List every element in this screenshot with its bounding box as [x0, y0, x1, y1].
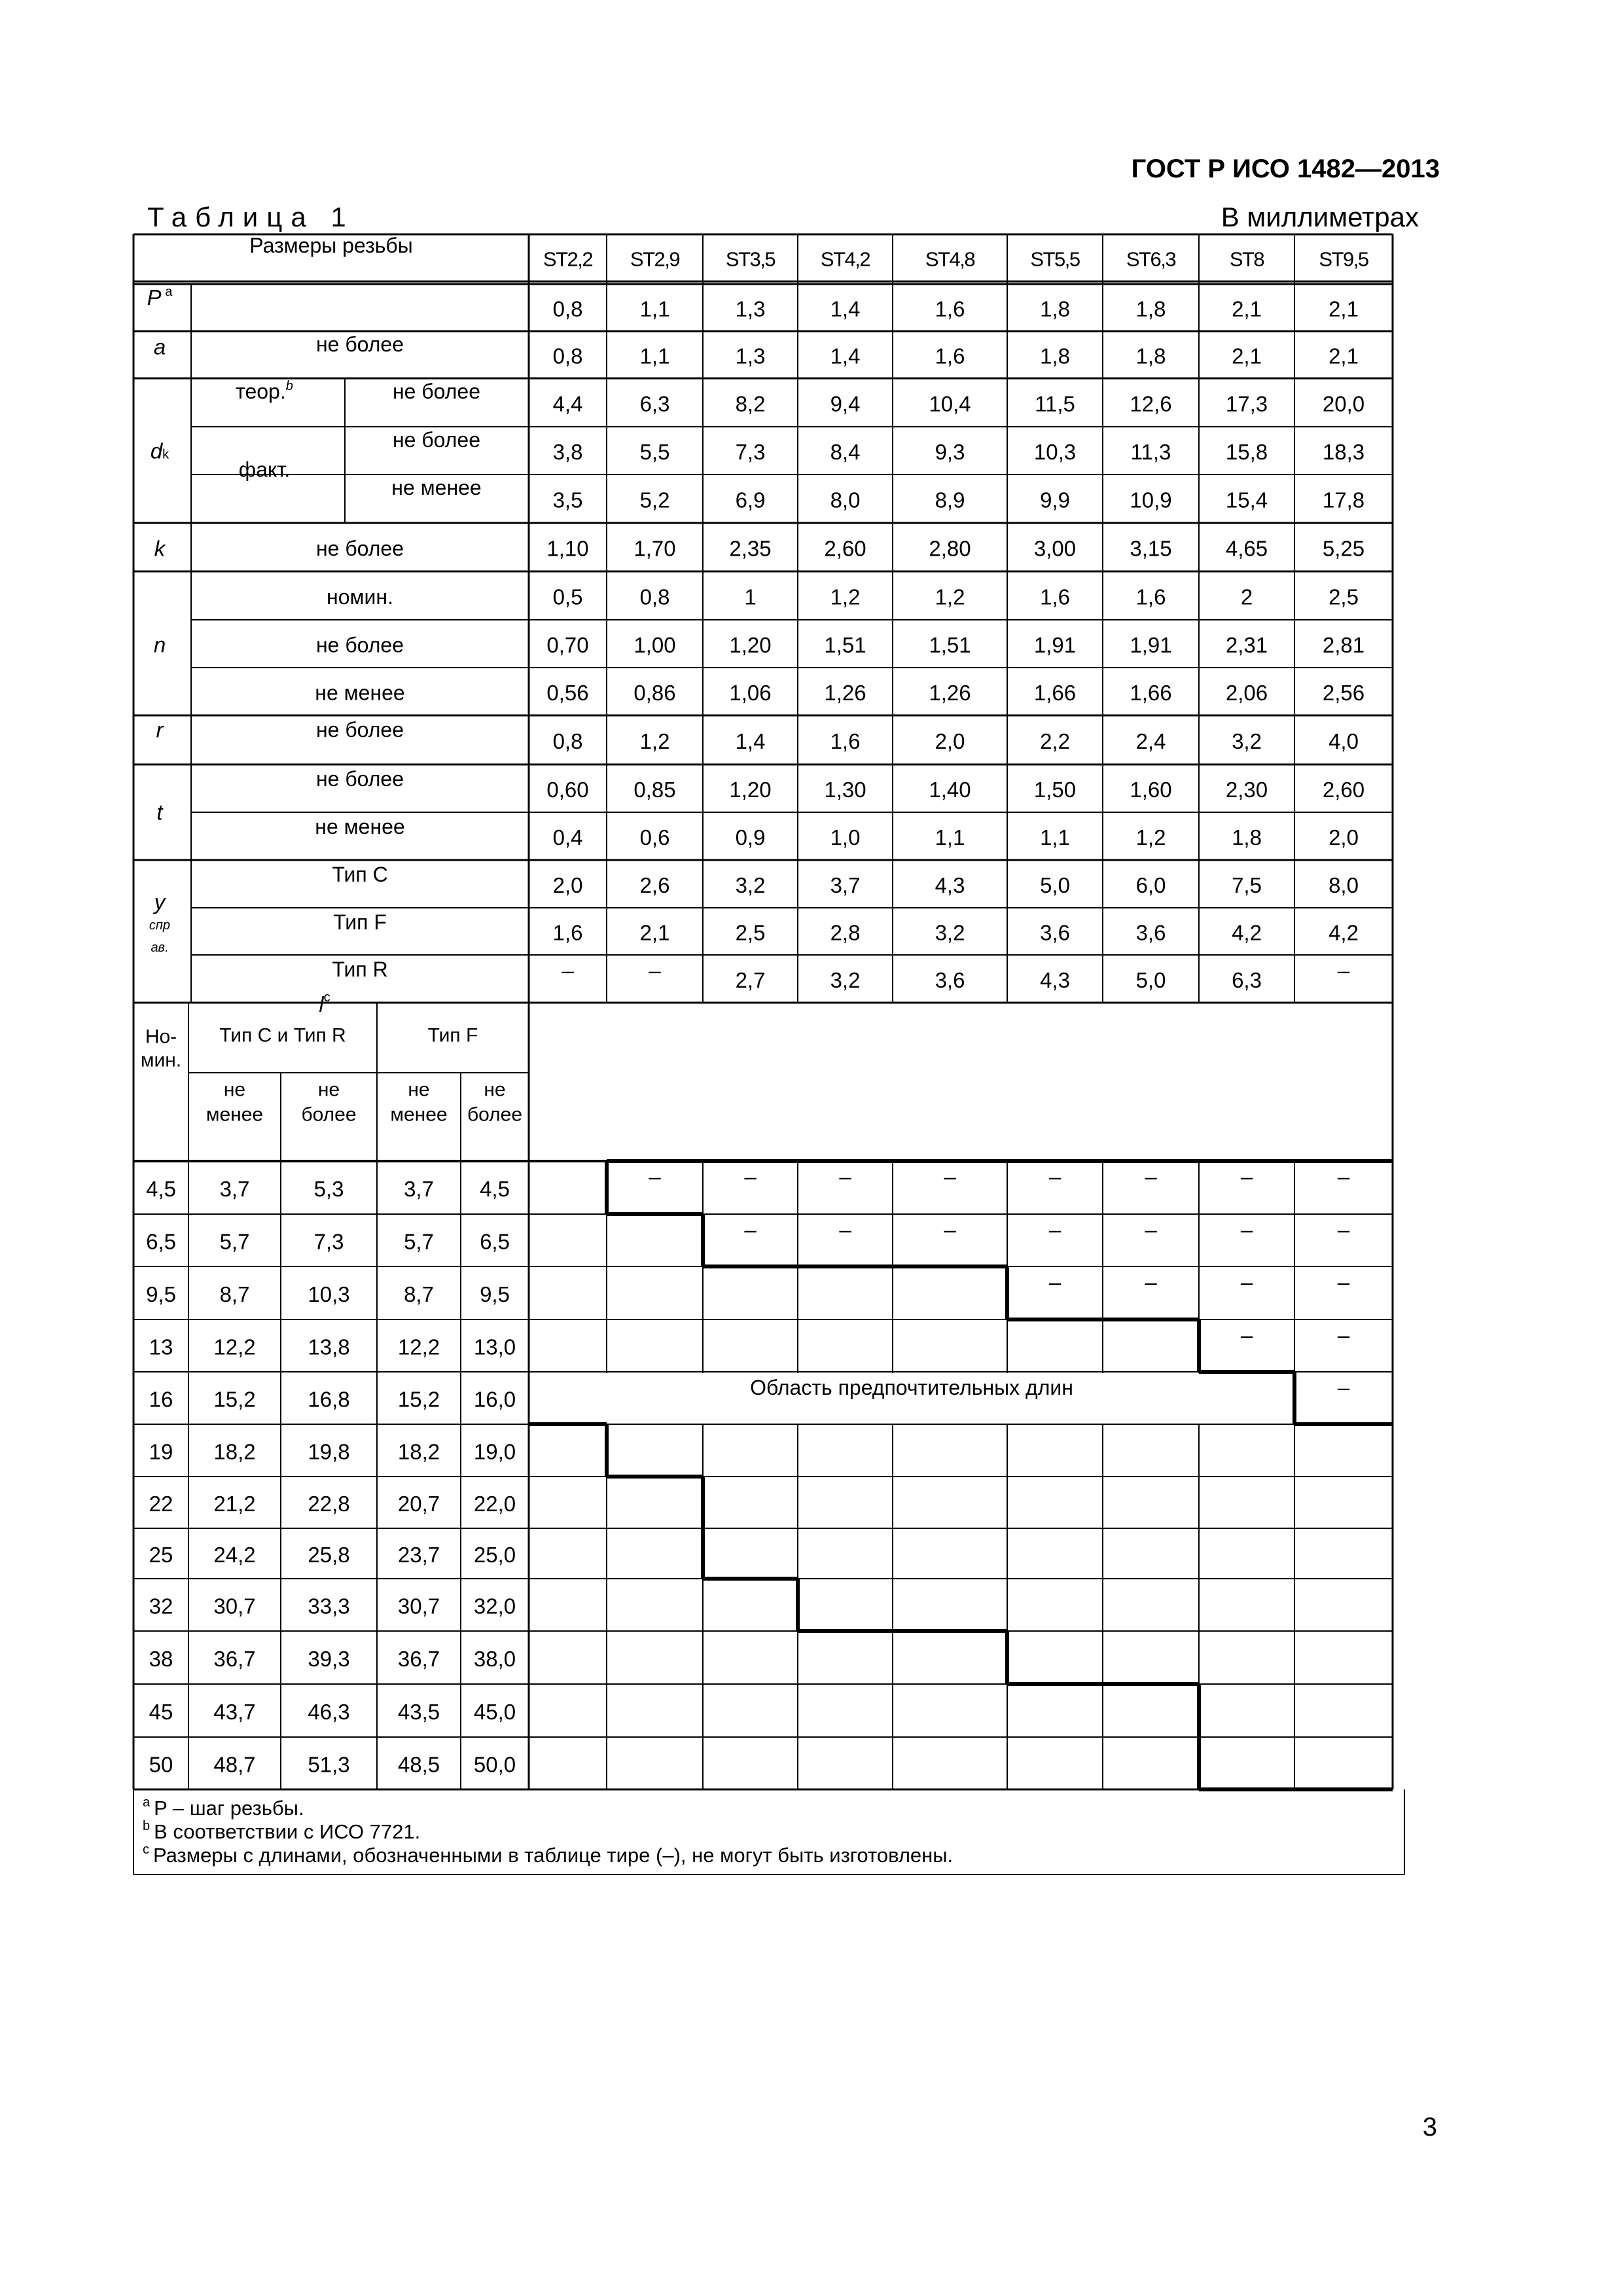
dash-not-available: –	[1048, 1270, 1061, 1295]
length-value: 16	[149, 1387, 173, 1412]
value-n-nom: 1	[744, 584, 757, 609]
value-t-max: 1,20	[729, 778, 772, 802]
length-value: 32,0	[473, 1594, 516, 1619]
dash-not-available: –	[1145, 1270, 1157, 1295]
value-dk-theor-max: 9,4	[830, 391, 861, 416]
value-P: 1,1	[639, 296, 670, 321]
length-value: 32	[149, 1594, 173, 1619]
dash-not-available: –	[649, 1164, 661, 1189]
label-type-f: Тип F	[427, 1024, 478, 1047]
value-r-max: 1,6	[830, 729, 861, 753]
thread-size-header: ST6,3	[1126, 247, 1176, 271]
length-value: 39,3	[308, 1647, 350, 1671]
value-k-max: 1,70	[633, 536, 676, 561]
label-max: не	[484, 1079, 506, 1101]
length-value: 9,5	[146, 1282, 176, 1306]
length-value: 16,0	[473, 1387, 516, 1412]
dash-not-available: –	[1337, 1270, 1350, 1295]
value-n-max: 1,51	[824, 633, 866, 657]
value-y-c: 6,0	[1135, 873, 1166, 897]
value-n-nom: 1,2	[935, 584, 965, 609]
value-n-min: 0,86	[633, 681, 676, 705]
value-y-c: 3,7	[830, 873, 861, 897]
value-t-max: 0,85	[633, 778, 676, 802]
value-n-nom: 2,5	[1329, 584, 1359, 609]
value-n-nom: 1,6	[1135, 584, 1166, 609]
value-a: 1,8	[1135, 344, 1166, 368]
dash-not-available: –	[944, 1164, 956, 1189]
thread-size-header: ST9,5	[1319, 247, 1368, 271]
dimensions-table	[134, 234, 1419, 1867]
value-n-min: 0,56	[546, 681, 589, 705]
label-nominal: номин.	[327, 585, 393, 609]
label-type-c-and-r: Тип C и Тип R	[219, 1024, 346, 1047]
value-k-max: 4,65	[1225, 536, 1268, 561]
value-dk-theor-max: 17,3	[1225, 391, 1268, 416]
footnote	[143, 1842, 953, 1867]
length-value: 25,0	[473, 1543, 516, 1567]
value-t-min: 0,9	[735, 825, 766, 850]
length-value: 51,3	[308, 1752, 350, 1777]
value-t-min: 2,0	[1329, 825, 1359, 850]
label-min: не менее	[315, 681, 405, 705]
length-value: 18,2	[397, 1439, 440, 1464]
value-dk-fact-min: 8,9	[935, 488, 965, 512]
dash-not-available: –	[1337, 1164, 1350, 1189]
label-min: менее	[205, 1103, 264, 1126]
symbol-n: n	[153, 632, 166, 657]
value-P: 1,6	[935, 296, 965, 321]
symbol-a: a	[153, 334, 166, 359]
label-type-f: Тип F	[333, 910, 387, 934]
value-a: 1,1	[639, 344, 670, 368]
label-type-c: Тип C	[332, 863, 388, 886]
value-dk-theor-max: 11,5	[1035, 391, 1075, 416]
dash-not-available: –	[1240, 1323, 1253, 1348]
value-y-c: 2,0	[552, 873, 583, 897]
length-value: 19,8	[308, 1439, 350, 1464]
value-a: 2,1	[1232, 344, 1262, 368]
value-dk-fact-min: 9,9	[1040, 488, 1070, 512]
preferred-lengths-label: Область предпочтительных длин	[750, 1376, 1073, 1399]
footnote-mark: b	[143, 1819, 151, 1833]
length-value: 20,7	[397, 1492, 440, 1516]
value-a: 1,4	[830, 344, 861, 368]
length-value: 5,7	[404, 1229, 434, 1254]
value-y-c: 2,6	[639, 873, 670, 897]
dash-not-available: –	[744, 1164, 757, 1189]
length-value: 23,7	[397, 1543, 440, 1567]
value-a: 1,8	[1040, 344, 1070, 368]
value-r-max: 1,4	[735, 729, 766, 753]
length-value: 6,5	[480, 1229, 510, 1254]
length-value: 22,8	[308, 1492, 350, 1516]
dash-not-available: –	[1240, 1217, 1253, 1242]
value-r-max: 2,0	[935, 729, 965, 753]
symbol-y: y	[154, 889, 166, 914]
value-dk-fact-max: 7,3	[735, 440, 766, 464]
value-dk-fact-max: 9,3	[935, 440, 965, 464]
footnote-text: P – шаг резьбы.	[154, 1796, 304, 1820]
value-y-f: 3,6	[1135, 920, 1166, 945]
label-max: не более	[315, 537, 404, 560]
symbol-k: k	[154, 536, 166, 561]
label-max: не более	[392, 428, 481, 452]
footnote	[143, 1819, 420, 1843]
value-t-max: 1,30	[824, 778, 866, 802]
label-max: не	[317, 1079, 340, 1101]
symbol-dk: dk	[150, 439, 169, 463]
label-min: менее	[390, 1103, 448, 1126]
value-dk-fact-max: 8,4	[830, 440, 861, 464]
label-actual: факт.	[238, 457, 291, 482]
footnote	[143, 1795, 304, 1820]
length-value: 5,7	[219, 1229, 250, 1254]
label-max: не более	[315, 332, 404, 356]
length-value: 10,3	[308, 1282, 350, 1306]
dash-not-available: –	[744, 1217, 757, 1242]
length-value: 48,5	[397, 1752, 440, 1777]
value-dk-fact-min: 17,8	[1322, 488, 1365, 512]
value-a: 1,6	[935, 344, 965, 368]
length-value: 15,2	[213, 1387, 256, 1412]
value-n-nom: 2	[1240, 584, 1253, 609]
value-a: 2,1	[1329, 344, 1359, 368]
value-n-min: 2,56	[1322, 681, 1365, 705]
length-value: 12,2	[213, 1335, 256, 1359]
value-n-max: 1,91	[1033, 633, 1077, 657]
value-k-max: 2,35	[729, 536, 772, 561]
value-n-nom: 1,6	[1040, 584, 1070, 609]
value-y-r: –	[562, 958, 574, 983]
length-value: 38,0	[473, 1647, 516, 1671]
length-value: 8,7	[219, 1282, 250, 1306]
footnote-text: В соответствии с ИСО 7721.	[154, 1820, 421, 1843]
value-t-min: 0,6	[639, 825, 670, 850]
value-y-f: 4,2	[1329, 920, 1359, 945]
value-P: 2,1	[1232, 296, 1262, 321]
symbol-P: P $^a$	[147, 285, 173, 310]
thread-size-header: ST2,9	[630, 247, 680, 271]
dash-not-available: –	[1337, 1323, 1350, 1348]
footnote-mark: c	[143, 1842, 149, 1857]
value-y-f: 4,2	[1232, 920, 1262, 945]
value-y-c: 8,0	[1329, 873, 1359, 897]
value-n-max: 1,51	[929, 633, 971, 657]
length-value: 3,7	[219, 1177, 250, 1201]
dash-not-available: –	[1145, 1164, 1157, 1189]
corner-label: Размеры резьбы	[249, 234, 413, 257]
length-value: 13	[149, 1335, 173, 1359]
value-dk-fact-max: 15,8	[1225, 440, 1268, 464]
dash-not-available: –	[1337, 1217, 1350, 1242]
value-P: 0,8	[552, 296, 583, 321]
length-value: 22,0	[473, 1492, 516, 1516]
value-k-max: 2,80	[929, 536, 971, 561]
value-n-min: 1,06	[729, 681, 772, 705]
value-y-r: 5,0	[1135, 968, 1166, 992]
length-value: 22	[149, 1492, 173, 1516]
value-n-max: 1,00	[633, 633, 676, 657]
value-n-max: 2,31	[1225, 633, 1268, 657]
value-t-min: 1,2	[1135, 825, 1166, 850]
thread-size-header: ST2,2	[543, 247, 593, 271]
length-value: 33,3	[308, 1594, 350, 1619]
label-max: более	[467, 1103, 523, 1126]
value-k-max: 1,10	[546, 536, 589, 561]
value-n-max: 2,81	[1322, 633, 1365, 657]
footnote-mark: a	[143, 1795, 151, 1810]
value-y-f: 3,6	[1040, 920, 1070, 945]
symbol-l: $l^c$	[319, 990, 330, 1016]
value-k-max: 2,60	[824, 536, 866, 561]
length-value: 45	[149, 1700, 173, 1724]
length-value: 43,7	[213, 1700, 256, 1724]
dash-not-available: –	[944, 1217, 956, 1242]
value-t-min: 1,8	[1232, 825, 1262, 850]
symbol-y-note: ав.	[151, 941, 169, 955]
length-value: 45,0	[473, 1700, 516, 1724]
value-n-min: 1,66	[1130, 681, 1172, 705]
value-dk-fact-min: 8,0	[830, 488, 861, 512]
value-y-f: 1,6	[552, 920, 583, 945]
value-dk-fact-max: 11,3	[1130, 440, 1171, 464]
value-a: 0,8	[552, 344, 583, 368]
thread-size-header: ST5,5	[1030, 247, 1080, 271]
label-min: не	[408, 1079, 430, 1101]
value-y-r: –	[1337, 958, 1350, 983]
value-dk-theor-max: 10,4	[929, 391, 971, 416]
value-dk-fact-min: 15,4	[1225, 488, 1268, 512]
value-y-r: 6,3	[1232, 968, 1262, 992]
value-dk-theor-max: 6,3	[639, 391, 670, 416]
value-P: 1,3	[735, 296, 766, 321]
page-number: 3	[1422, 2113, 1437, 2142]
value-dk-theor-max: 20,0	[1322, 391, 1365, 416]
length-value: 15,2	[397, 1387, 440, 1412]
label-max: не более	[315, 767, 404, 791]
length-value: 38	[149, 1647, 173, 1671]
dash-not-available: –	[839, 1217, 851, 1242]
dash-not-available: –	[1048, 1217, 1061, 1242]
length-value: 5,3	[313, 1177, 344, 1201]
label-max: не более	[315, 633, 404, 657]
label-max: не более	[392, 380, 481, 403]
value-dk-fact-min: 10,9	[1130, 488, 1172, 512]
value-y-r: –	[649, 958, 661, 983]
label-nominal-length: Но-	[145, 1026, 177, 1048]
value-y-c: 7,5	[1232, 873, 1262, 897]
length-value: 19,0	[473, 1439, 516, 1464]
length-value: 8,7	[404, 1282, 434, 1306]
units-note: В миллиметрах	[1221, 202, 1419, 232]
value-r-max: 0,8	[552, 729, 583, 753]
value-P: 1,4	[830, 296, 861, 321]
dash-not-available: –	[1240, 1164, 1253, 1189]
length-value: 43,5	[397, 1700, 440, 1724]
value-k-max: 3,15	[1130, 536, 1172, 561]
value-dk-fact-min: 5,2	[639, 488, 670, 512]
value-t-max: 1,60	[1130, 778, 1172, 802]
length-value: 19	[149, 1439, 173, 1464]
value-y-c: 5,0	[1040, 873, 1070, 897]
dash-not-available: –	[1337, 1375, 1350, 1400]
value-y-f: 2,8	[830, 920, 861, 945]
length-value: 4,5	[480, 1177, 510, 1201]
value-dk-fact-min: 6,9	[735, 488, 766, 512]
label-theoretical: теор.$^b$	[236, 379, 293, 403]
value-P: 2,1	[1329, 296, 1359, 321]
label-min: не менее	[391, 476, 482, 499]
value-n-min: 1,26	[824, 681, 866, 705]
thread-size-header: ST8	[1229, 247, 1264, 271]
value-n-max: 0,70	[546, 633, 589, 657]
value-n-max: 1,91	[1130, 633, 1172, 657]
length-value: 7,3	[313, 1229, 344, 1254]
length-value: 13,8	[308, 1335, 350, 1359]
length-value: 24,2	[213, 1543, 256, 1567]
value-y-r: 4,3	[1040, 968, 1070, 992]
value-r-max: 3,2	[1232, 729, 1262, 753]
value-y-c: 3,2	[735, 873, 766, 897]
length-value: 30,7	[213, 1594, 256, 1619]
length-value: 21,2	[213, 1492, 256, 1516]
value-dk-theor-max: 8,2	[735, 391, 766, 416]
length-value: 18,2	[213, 1439, 256, 1464]
thread-size-header: ST4,8	[925, 247, 975, 271]
value-dk-fact-max: 3,8	[552, 440, 583, 464]
length-value: 25,8	[308, 1543, 350, 1567]
length-value: 25	[149, 1543, 173, 1567]
dash-not-available: –	[1145, 1217, 1157, 1242]
value-n-min: 2,06	[1225, 681, 1268, 705]
dash-not-available: –	[1240, 1270, 1253, 1295]
dash-not-available: –	[839, 1164, 851, 1189]
length-value: 50,0	[473, 1752, 516, 1777]
label-nominal-length: мин.	[140, 1049, 182, 1071]
length-value: 50	[149, 1752, 173, 1777]
value-n-max: 1,20	[729, 633, 772, 657]
value-a: 1,3	[735, 344, 766, 368]
value-dk-fact-max: 10,3	[1033, 440, 1077, 464]
length-value: 13,0	[473, 1335, 516, 1359]
value-t-min: 0,4	[552, 825, 583, 850]
value-t-max: 0,60	[546, 778, 589, 802]
dash-not-available: –	[1048, 1164, 1061, 1189]
length-value: 12,2	[397, 1335, 440, 1359]
value-k-max: 3,00	[1033, 536, 1077, 561]
value-dk-theor-max: 12,6	[1130, 391, 1172, 416]
value-y-r: 3,2	[830, 968, 861, 992]
length-value: 36,7	[397, 1647, 440, 1671]
length-value: 4,5	[146, 1177, 176, 1201]
value-t-max: 2,60	[1322, 778, 1365, 802]
value-y-r: 3,6	[935, 968, 965, 992]
symbol-t: t	[156, 800, 163, 825]
value-t-max: 1,50	[1033, 778, 1077, 802]
value-dk-fact-min: 3,5	[552, 488, 583, 512]
value-dk-fact-max: 5,5	[639, 440, 670, 464]
length-value: 9,5	[480, 1282, 510, 1306]
thread-size-header: ST3,5	[725, 247, 776, 271]
value-y-f: 2,5	[735, 920, 766, 945]
value-r-max: 2,2	[1040, 729, 1070, 753]
table-title: Таблица 1	[147, 202, 355, 232]
length-value: 48,7	[213, 1752, 256, 1777]
value-n-min: 1,26	[929, 681, 971, 705]
value-t-min: 1,1	[935, 825, 965, 850]
label-min: не менее	[315, 815, 405, 838]
label-max: не более	[315, 718, 404, 742]
value-n-nom: 0,8	[639, 584, 670, 609]
length-value: 6,5	[146, 1229, 176, 1254]
value-t-min: 1,1	[1040, 825, 1070, 850]
value-n-min: 1,66	[1033, 681, 1077, 705]
label-min: не	[223, 1079, 246, 1101]
value-r-max: 1,2	[639, 729, 670, 753]
value-r-max: 4,0	[1329, 729, 1359, 753]
value-k-max: 5,25	[1322, 536, 1365, 561]
value-n-nom: 1,2	[830, 584, 861, 609]
symbol-r: r	[156, 717, 164, 742]
thread-size-header: ST4,2	[820, 247, 870, 271]
value-y-f: 2,1	[639, 920, 670, 945]
value-r-max: 2,4	[1135, 729, 1166, 753]
value-n-nom: 0,5	[552, 584, 583, 609]
value-P: 1,8	[1040, 296, 1070, 321]
value-t-min: 1,0	[830, 825, 861, 850]
value-P: 1,8	[1135, 296, 1166, 321]
value-t-max: 1,40	[929, 778, 971, 802]
length-value: 36,7	[213, 1647, 256, 1671]
length-value: 3,7	[404, 1177, 434, 1201]
label-max: более	[301, 1103, 357, 1126]
length-value: 30,7	[397, 1594, 440, 1619]
length-value: 46,3	[308, 1700, 350, 1724]
footnote-text: Размеры с длинами, обозначенными в таблице тире (–), не могут быть изготовлены.	[153, 1843, 954, 1867]
value-t-max: 2,30	[1225, 778, 1268, 802]
value-y-f: 3,2	[935, 920, 965, 945]
value-y-c: 4,3	[935, 873, 965, 897]
document-number: ГОСТ Р ИСО 1482—2013	[1131, 154, 1440, 183]
value-y-r: 2,7	[735, 968, 766, 992]
value-dk-fact-max: 18,3	[1322, 440, 1365, 464]
symbol-y-note: спр	[149, 918, 171, 933]
label-type-r: Тип R	[332, 958, 388, 981]
value-dk-theor-max: 4,4	[552, 391, 583, 416]
length-value: 16,8	[308, 1387, 350, 1412]
